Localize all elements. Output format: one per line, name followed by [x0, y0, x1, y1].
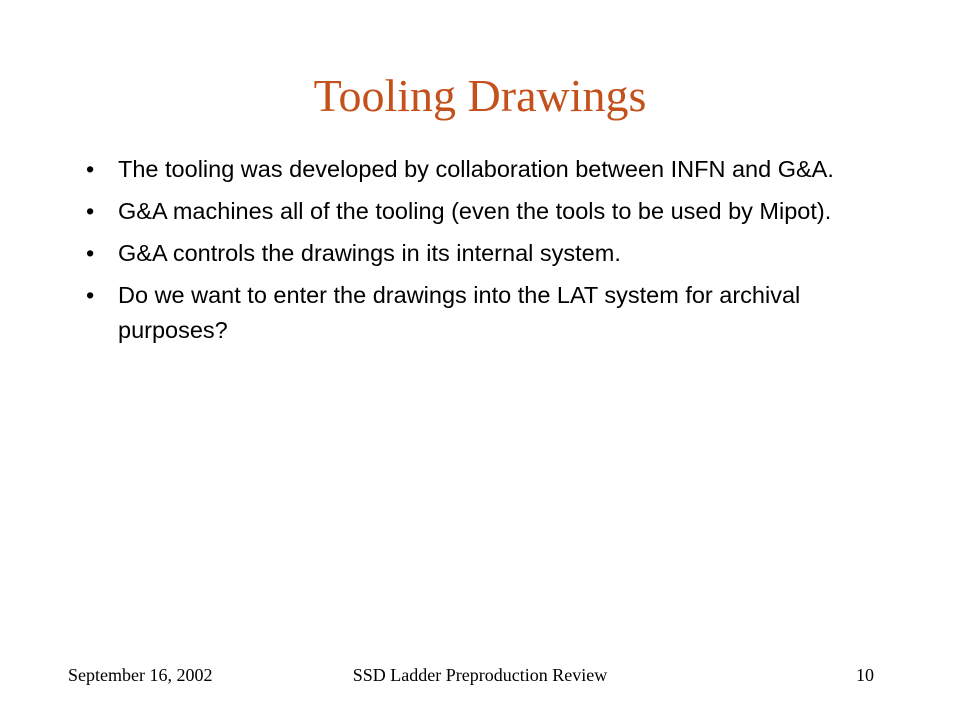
footer-date: September 16, 2002: [68, 665, 213, 685]
bullet-text: The tooling was developed by collaboration between INFN and G&A.: [118, 156, 834, 182]
footer-page-number: 10: [856, 665, 874, 685]
bullet-item: [86, 278, 886, 348]
slide-title: Tooling Drawings: [313, 70, 647, 121]
bullet-text: G&A controls the drawings in its internal system.: [118, 240, 621, 266]
bullet-dot: •: [86, 198, 95, 224]
bullet-list: [86, 152, 886, 355]
bullet-text: Do we want to enter the drawings into the LAT system for archival purposes?: [118, 282, 801, 343]
bullet-dot: •: [86, 156, 95, 182]
bullet-dot: •: [86, 282, 95, 308]
bullet-dot: •: [86, 240, 95, 266]
bullet-item: [86, 152, 886, 187]
bullet-item: [86, 236, 886, 271]
bullet-text: G&A machines all of the tooling (even the tools to be used by Mipot).: [118, 198, 832, 224]
footer-title: SSD Ladder Preproduction Review: [352, 665, 608, 685]
bullet-item: [86, 194, 886, 229]
